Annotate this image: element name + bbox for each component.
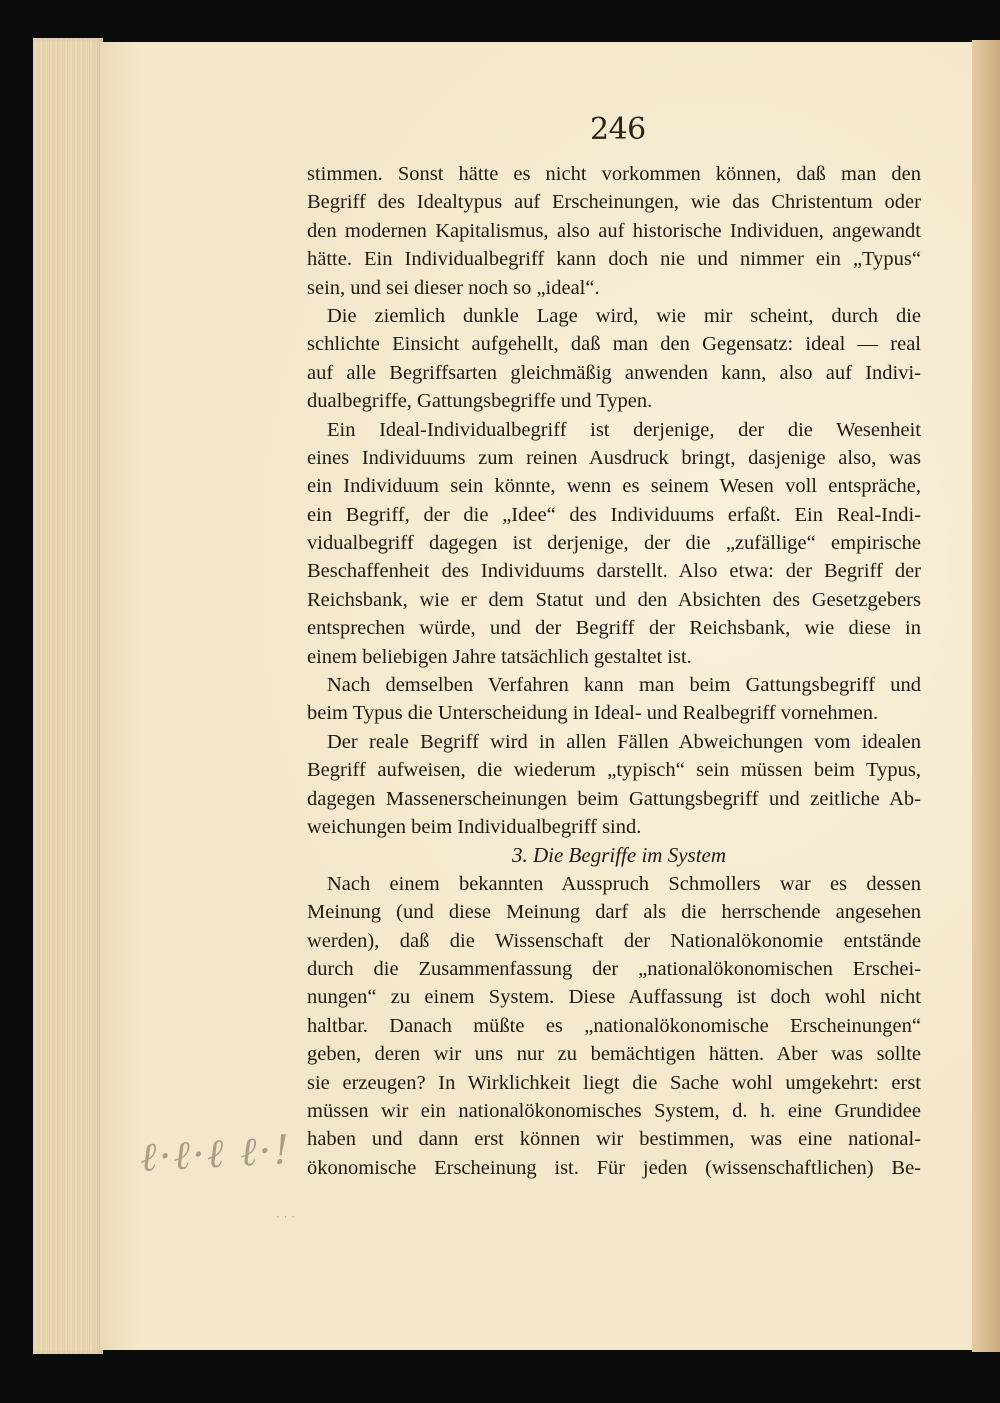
book-page-edges [33,38,103,1354]
text-line: dagegen Massenerscheinungen beim Gattungsbegriff und zeitliche Ab- [307,787,921,810]
body-text [307,160,921,1182]
text-line: sein, und sei dieser noch so „ideal“. [307,276,600,299]
handwritten-margin-note: ℓ·ℓ·ℓ ℓ·! [138,1127,293,1181]
text-line: Ein Ideal-Individualbegriff ist derjenige, der die Wesenheit [327,418,921,441]
text-line: Nach demselben Verfahren kann man beim Gattungsbegriff und [327,674,921,697]
page-number: 246 [590,112,646,147]
text-line: den modernen Kapitalismus, also auf historische Individuen, angewandt [307,219,921,242]
text-line: Begriff des Idealtypus auf Erscheinungen, wie das Christentum oder [307,191,921,214]
text-line: einem beliebigen Jahre tatsächlich gestaltet ist. [307,645,692,668]
text-line: sie erzeugen? In Wirklichkeit liegt die Sache wohl umgekehrt: erst [307,1071,921,1094]
text-line: Nach einem bekannten Ausspruch Schmollers war es dessen [327,872,921,895]
text-line: geben, deren wir uns nur zu bemächtigen hätten. Aber was sollte [307,1043,921,1066]
text-line: stimmen. Sonst hätte es nicht vorkommen können, daß man den [307,163,921,185]
text-line: Die ziemlich dunkle Lage wird, wie mir scheint, durch die [327,304,921,327]
text-line: ein Individuum sein könnte, wenn es seinem Wesen voll entspräche, [307,475,921,498]
text-line: Der reale Begriff wird in allen Fällen Abweichungen vom idealen [327,730,921,753]
paragraphs-section-1 [307,160,921,841]
text-line: Beschaffenheit des Individuums darstellt. Also etwa: der Begriff der [307,560,921,583]
text-line: haben und dann erst können wir bestimmen, was eine national- [307,1128,921,1151]
text-line: ein Begriff, der die „Idee“ des Individuums erfaßt. Ein Real-Indi- [307,503,921,526]
text-line: Meinung (und diese Meinung darf als die herrschende angesehen [307,901,921,924]
text-line: beim Typus die Unterscheidung in Ideal- und Realbegriff vornehmen. [307,702,879,725]
text-line: werden), daß die Wissenschaft der Nationalökonomie entstände [307,929,921,952]
text-line: entsprechen würde, und der Begriff der Reichsbank, wie diese in [307,617,921,640]
text-line: hätte. Ein Individualbegriff kann doch nie und nimmer ein „Typus“ [307,248,921,271]
text-line: ökonomische Erscheinung ist. Für jeden (wissenschaftlichen) Be- [307,1156,921,1179]
book-right-edge [972,40,1000,1352]
text-line: Begriff aufweisen, die wiederum „typisch“ sein müssen beim Typus, [307,759,921,782]
paragraphs-section-2 [307,870,921,1182]
section-heading: 3. Die Begriffe im System [511,843,727,868]
text-line: dualbegriffe, Gattungsbegriffe und Typen. [307,390,653,413]
text-line: nungen“ zu einem System. Diese Auffassung ist doch wohl nicht [307,986,921,1009]
text-line: müssen wir ein nationalökonomisches System, d. h. eine Grundidee [307,1099,921,1122]
margin-marks: · · · [276,1210,296,1224]
text-line: vidualbegriff dagegen ist derjenige, der die „zufällige“ empirische [307,532,921,555]
text-line: durch die Zusammenfassung der „nationalökonomischen Erschei- [307,957,921,980]
text-line: eines Individuums zum reinen Ausdruck bringt, dasjenige also, was [307,446,921,469]
text-line: auf alle Begriffsarten gleichmäßig anwenden kann, also auf Indivi- [307,361,921,384]
text-line: haltbar. Danach müßte es „nationalökonomische Erscheinungen“ [307,1014,921,1037]
text-line: schlichte Einsicht aufgehellt, daß man den Gegensatz: ideal — real [307,333,921,356]
text-line: weichungen beim Individualbegriff sind. [307,815,642,838]
text-line: Reichsbank, wie er dem Statut und den Absichten des Gesetzgebers [307,588,921,611]
